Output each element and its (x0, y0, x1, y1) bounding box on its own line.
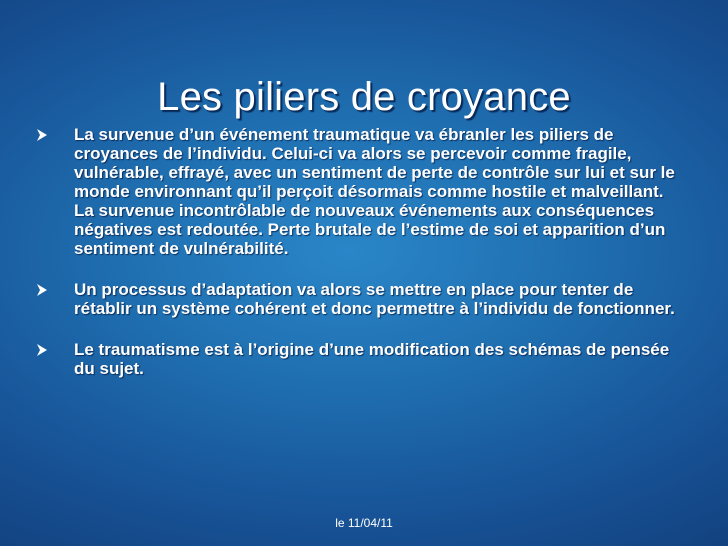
slide-footer-date: le 11/04/11 (335, 516, 393, 530)
arrowhead-bullet-icon (36, 284, 48, 296)
bullet-item (36, 125, 684, 258)
bullet-text: La survenue d’un événement traumatique va ébranler les piliers de croyances de l’individu. Celui-ci va alors se percevoir comme fragile, vulnérable, effrayé, avec un sentiment de perte de contrôle sur lui et sur le monde environnant qu’il perçoit désormais comme hostile et malveillant. La survenue incontrôlable de nouveaux événements aux conséquences négatives est redoutée. Perte brutale de l’estime de soi et apparition d’un sentiment de vulnérabilité. (74, 125, 675, 258)
slide-title: Les piliers de croyance (157, 74, 571, 119)
bullet-text: Le traumatisme est à l’origine d’une modification des schémas de pensée du sujet. (74, 340, 670, 378)
bullet-text: Un processus d’adaptation va alors se mettre en place pour tenter de rétablir un système cohérent et donc permettre à l’individu de fonctionner. (74, 280, 675, 318)
arrowhead-bullet-icon (36, 129, 48, 141)
bullet-list (36, 125, 684, 400)
bullet-item (36, 340, 684, 378)
bullet-item (36, 280, 684, 318)
arrowhead-bullet-icon (36, 344, 48, 356)
